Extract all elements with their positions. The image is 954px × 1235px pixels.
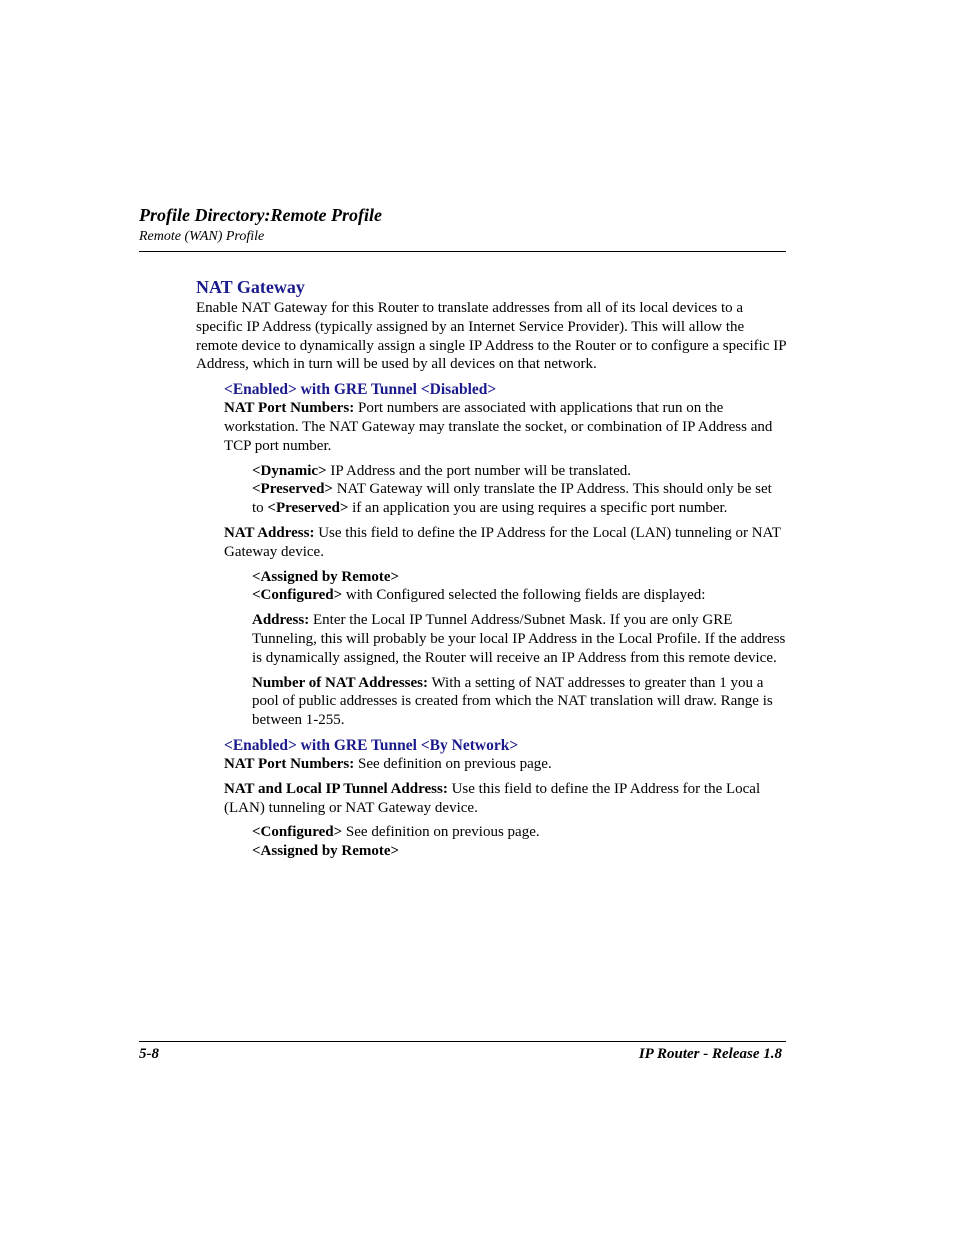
nat-local-tunnel-label: NAT and Local IP Tunnel Address:	[224, 780, 448, 797]
assigned-by-remote-label: <Assigned by Remote>	[252, 568, 400, 585]
network-configured-text: See definition on previous page.	[342, 824, 540, 841]
nat-port-numbers-paragraph	[224, 399, 786, 455]
assigned-by-remote-option	[252, 568, 786, 587]
nat-address-text: Use this field to define the IP Address for the Local (LAN) tunneling or NAT Gateway device.	[224, 524, 781, 560]
number-of-nat-addresses-paragraph	[252, 674, 786, 730]
nat-local-tunnel-paragraph	[224, 780, 786, 818]
page-number: 5-8	[139, 1046, 159, 1062]
network-configured-option	[252, 823, 786, 842]
network-assigned-by-remote-label: <Assigned by Remote>	[252, 843, 400, 860]
header-title: Profile Directory:Remote Profile	[139, 205, 382, 225]
document-title: IP Router - Release 1.8	[638, 1046, 782, 1062]
section-title: NAT Gateway	[196, 277, 305, 297]
nat-address-label: NAT Address:	[224, 524, 315, 541]
nat-port-numbers-text: Port numbers are associated with applications that run on the workstation. The NAT Gateway may translate the socket, or combination of IP Address and TCP port number.	[224, 400, 773, 454]
address-text: Enter the Local IP Tunnel Address/Subnet Mask. If you are only GRE Tunneling, this will probably be your local IP Address in the Local Profile. If the address is dynamically assigned, the Router will receive an IP Address from this remote device.	[252, 612, 786, 666]
footer-rule	[139, 1041, 786, 1042]
preserved-option	[252, 480, 786, 518]
preserved-text-1: NAT Gateway will only translate the IP Address. This should only be set to	[252, 481, 772, 517]
subsection-title-disabled: <Enabled> with GRE Tunnel <Disabled>	[224, 381, 497, 399]
preserved-label-2: <Preserved>	[267, 500, 349, 517]
network-assigned-by-remote-option	[252, 842, 786, 861]
network-configured-label: <Configured>	[252, 824, 343, 841]
intro-paragraph: Enable NAT Gateway for this Router to translate addresses from all of its local devices to a specific IP Address (typically assigned by an Internet Service Provider). This will allow the remote device to dynamically assign a single IP Address to the Router or to configure a specific IP Address, which in turn will be used by all devices on that network.	[196, 300, 786, 373]
header-subtitle: Remote (WAN) Profile	[139, 229, 265, 244]
network-nat-port-numbers-paragraph	[224, 755, 786, 774]
dynamic-label: <Dynamic>	[252, 462, 327, 479]
number-of-nat-addresses-text: With a setting of NAT addresses to greater than 1 you a pool of public addresses is created from which the NAT translation will draw. Range is between 1-255.	[252, 674, 773, 729]
main-content	[196, 276, 786, 861]
network-nat-port-numbers-label: NAT Port Numbers:	[224, 755, 355, 772]
configured-text: with Configured selected the following fields are displayed:	[342, 587, 706, 604]
dynamic-text: IP Address and the port number will be translated.	[326, 462, 631, 479]
address-paragraph	[252, 611, 786, 667]
subsection-title-by-network: <Enabled> with GRE Tunnel <By Network>	[224, 736, 519, 754]
address-label: Address:	[252, 612, 310, 629]
dynamic-option	[252, 462, 786, 481]
nat-local-tunnel-text: Use this field to define the IP Address for the Local (LAN) tunneling or NAT Gateway device.	[224, 780, 761, 816]
nat-port-numbers-label: NAT Port Numbers:	[224, 400, 355, 417]
number-of-nat-addresses-label: Number of NAT Addresses:	[252, 674, 428, 691]
header-rule	[139, 251, 786, 252]
network-nat-port-numbers-text: See definition on previous page.	[354, 755, 552, 772]
configured-option	[252, 586, 786, 605]
preserved-text-2: if an application you are using requires a specific port number.	[348, 500, 728, 517]
preserved-label: <Preserved>	[252, 481, 333, 498]
configured-label: <Configured>	[252, 587, 343, 604]
nat-address-paragraph	[224, 524, 786, 562]
